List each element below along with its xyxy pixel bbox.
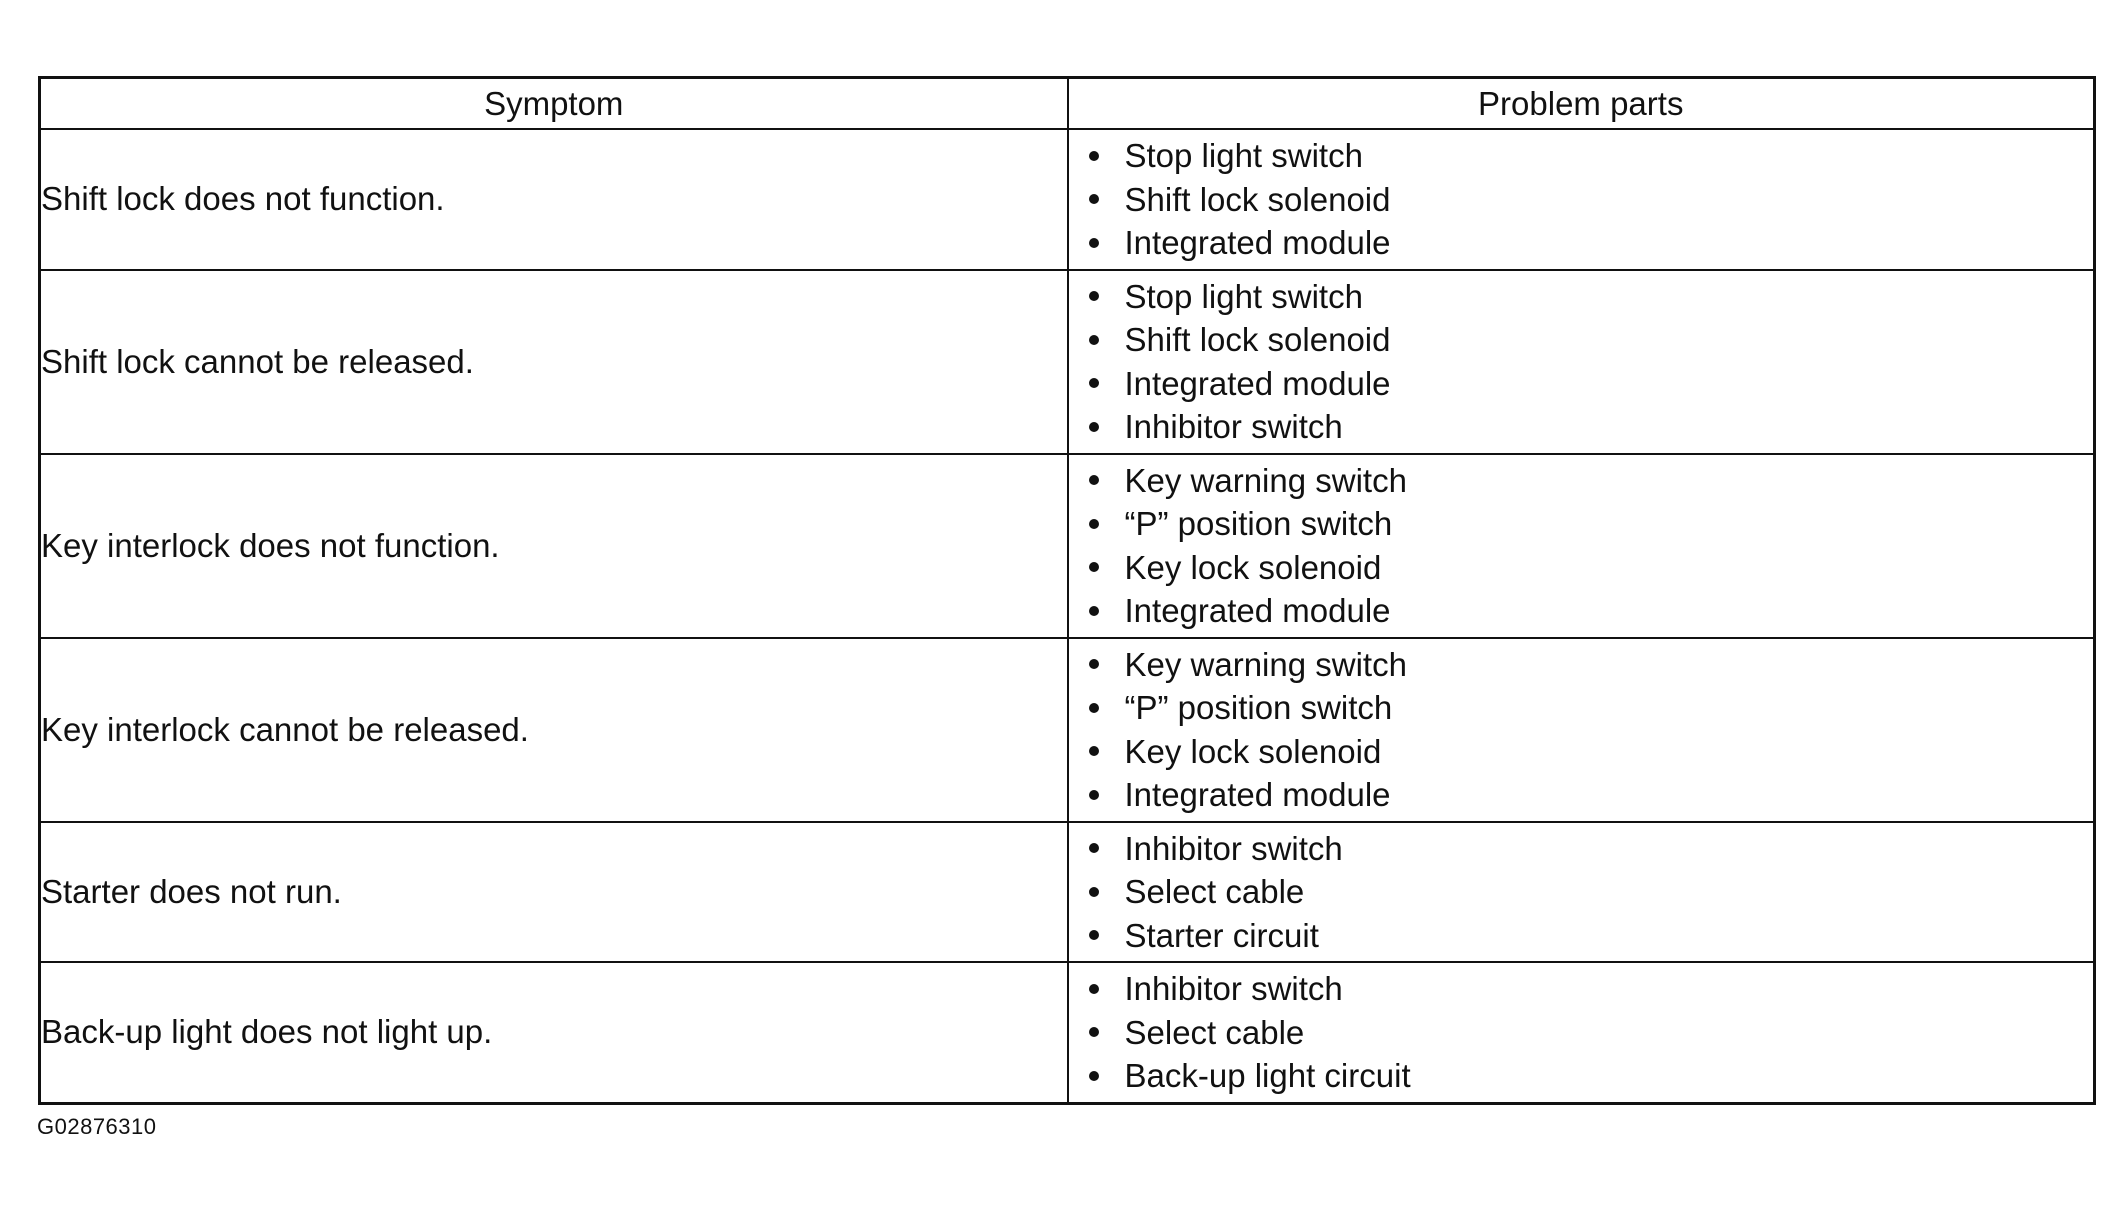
part-label: Back-up light circuit xyxy=(1124,1057,1411,1094)
bullet-icon xyxy=(1089,659,1099,669)
list-item xyxy=(1085,643,2094,687)
bullet-icon xyxy=(1089,1071,1099,1081)
diagnosis-table xyxy=(38,76,2096,1105)
part-label: Select cable xyxy=(1124,873,1305,910)
bullet-icon xyxy=(1089,887,1099,897)
part-label: Integrated module xyxy=(1124,776,1391,813)
problem-parts-cell xyxy=(1068,129,2095,270)
list-item xyxy=(1085,275,2094,319)
column-header-symptom: Symptom xyxy=(40,78,1068,130)
list-item xyxy=(1085,546,2094,590)
list-item xyxy=(1085,318,2094,362)
bullet-icon xyxy=(1089,746,1099,756)
list-item xyxy=(1085,686,2094,730)
list-item xyxy=(1085,362,2094,406)
part-label: Starter circuit xyxy=(1124,916,1319,954)
bullet-icon xyxy=(1089,606,1099,616)
part-label: Key lock solenoid xyxy=(1124,732,1382,770)
part-label: Shift lock solenoid xyxy=(1124,321,1391,358)
list-item xyxy=(1085,773,2094,817)
problem-parts-list xyxy=(1069,823,2094,962)
list-item xyxy=(1085,1054,2094,1098)
list-item xyxy=(1085,827,2094,871)
part-label: Integrated module xyxy=(1124,592,1391,629)
part-label: Integrated module xyxy=(1124,224,1391,261)
symptom-cell: Back-up light does not light up. xyxy=(40,962,1068,1103)
symptom-cell: Shift lock does not function. xyxy=(40,129,1068,270)
list-item xyxy=(1085,178,2094,222)
part-label: Key warning switch xyxy=(1124,461,1407,499)
list-item xyxy=(1085,221,2094,265)
bullet-icon xyxy=(1089,703,1099,713)
part-label: Key warning switch xyxy=(1124,645,1407,683)
part-label: Shift lock solenoid xyxy=(1124,180,1391,218)
part-label: Select cable xyxy=(1124,1013,1305,1051)
bullet-icon xyxy=(1089,843,1099,853)
list-item xyxy=(1085,405,2094,449)
table-row xyxy=(40,822,2095,963)
part-label: Key lock solenoid xyxy=(1124,548,1382,586)
part-label: Stop light switch xyxy=(1124,137,1363,174)
problem-parts-list xyxy=(1069,130,2094,269)
bullet-icon xyxy=(1089,930,1099,940)
part-label: Inhibitor switch xyxy=(1124,829,1343,867)
diagnosis-table-container xyxy=(38,76,2093,1105)
problem-parts-cell xyxy=(1068,638,2095,822)
part-label: Inhibitor switch xyxy=(1124,970,1343,1007)
problem-parts-list xyxy=(1069,455,2094,637)
symptom-cell: Shift lock cannot be released. xyxy=(40,270,1068,454)
list-item xyxy=(1085,1011,2094,1055)
part-label: Integrated module xyxy=(1124,364,1391,402)
symptom-cell: Key interlock cannot be released. xyxy=(40,638,1068,822)
table-row xyxy=(40,454,2095,638)
problem-parts-list xyxy=(1069,271,2094,453)
bullet-icon xyxy=(1089,984,1099,994)
problem-parts-list xyxy=(1069,639,2094,821)
bullet-icon xyxy=(1089,790,1099,800)
column-header-problem-parts: Problem parts xyxy=(1068,78,2095,130)
bullet-icon xyxy=(1089,475,1099,485)
problem-parts-cell xyxy=(1068,822,2095,963)
table-row xyxy=(40,638,2095,822)
part-label: Inhibitor switch xyxy=(1124,408,1343,445)
part-label: Stop light switch xyxy=(1124,277,1363,315)
bullet-icon xyxy=(1089,151,1099,161)
bullet-icon xyxy=(1089,238,1099,248)
bullet-icon xyxy=(1089,562,1099,572)
bullet-icon xyxy=(1089,194,1099,204)
list-item xyxy=(1085,459,2094,503)
list-item xyxy=(1085,134,2094,178)
list-item xyxy=(1085,730,2094,774)
part-label: “P” position switch xyxy=(1124,505,1393,542)
problem-parts-cell xyxy=(1068,454,2095,638)
problem-parts-cell xyxy=(1068,270,2095,454)
table-header-row xyxy=(40,78,2095,130)
figure-id-label: G02876310 xyxy=(37,1114,157,1139)
problem-parts-cell xyxy=(1068,962,2095,1103)
bullet-icon xyxy=(1089,422,1099,432)
symptom-cell: Key interlock does not function. xyxy=(40,454,1068,638)
list-item xyxy=(1085,914,2094,958)
bullet-icon xyxy=(1089,378,1099,388)
bullet-icon xyxy=(1089,1027,1099,1037)
list-item xyxy=(1085,589,2094,633)
bullet-icon xyxy=(1089,519,1099,529)
list-item xyxy=(1085,502,2094,546)
table-row xyxy=(40,962,2095,1103)
bullet-icon xyxy=(1089,335,1099,345)
part-label: “P” position switch xyxy=(1124,689,1393,726)
table-row xyxy=(40,129,2095,270)
list-item xyxy=(1085,870,2094,914)
bullet-icon xyxy=(1089,291,1099,301)
list-item xyxy=(1085,967,2094,1011)
problem-parts-list xyxy=(1069,963,2094,1102)
table-row xyxy=(40,270,2095,454)
symptom-cell: Starter does not run. xyxy=(40,822,1068,963)
